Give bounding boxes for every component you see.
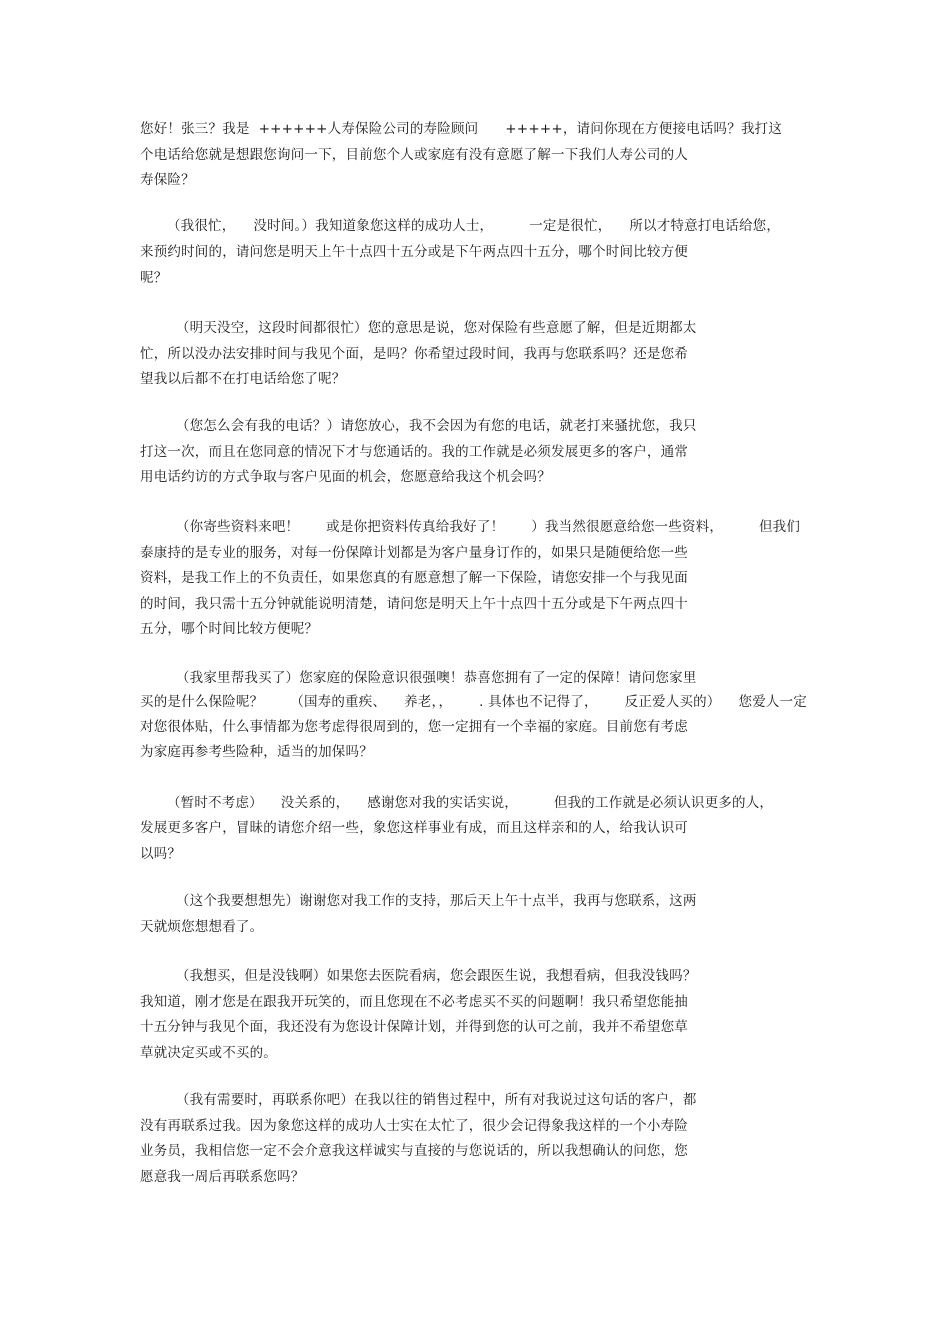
text-line: 业务员，我相信您一定不会介意我这样诚实与直接的与您说话的，所以我想确认的问您，您 <box>140 1143 688 1159</box>
text-line: 没有再联系过我。因为象您这样的成功人士实在太忙了，很少会记得象我这样的一个小寿险 <box>140 1118 688 1134</box>
text-line: （你寄些资料来吧！ 或是你把资料传真给我好了！ ）我当然很愿意给您一些资料， 但我们 <box>140 519 801 535</box>
text-line: 我知道，刚才您是在跟我开玩笑的，而且您现在不必考虑买不买的问题啊！我只希望您能抽 <box>140 994 688 1010</box>
text-line: 买的是什么保险呢？ （国寿的重疾、 养老，， . 具体也不记得了， 反正爱人买的） 您爱人一定 <box>140 694 808 710</box>
text-line: 您好！张三？我是 ++++++人寿保险公司的寿险顾问 +++++，请问你现在方便接电话吗？我打这 <box>140 121 783 137</box>
text-line: 天就烦您想想看了。 <box>140 919 264 935</box>
text-line: （我想买，但是没钱啊）如果您去医院看病，您会跟医生说，我想看病，但我没钱吗？ <box>140 968 697 984</box>
text-line: （我家里帮我买了）您家庭的保险意识很强噢！恭喜您拥有了一定的保障！请问您家里 <box>140 670 697 686</box>
text-line: 用电话约访的方式争取与客户见面的机会，您愿意给我这个机会吗？ <box>140 469 551 485</box>
text-line: 忙，所以没办法安排时间与我见个面，是吗？你希望过段时间，我再与您联系吗？还是您希 <box>140 346 688 362</box>
text-line: （暂时不考虑） 没关系的， 感谢您对我的实话实说， 但我的工作就是必须认识更多的人， <box>140 795 774 811</box>
text-line: 望我以后都不在打电话给您了呢？ <box>140 371 346 387</box>
text-line: 为家庭再参考些险种，适当的加保吗？ <box>140 744 373 760</box>
text-line: 以吗？ <box>140 846 182 862</box>
text-line: （我很忙， 没时间。）我知道象您这样的成功人士， 一定是很忙， 所以才特意打电话给您， <box>140 218 781 234</box>
text-line: 呢？ <box>140 270 168 286</box>
text-line: （您怎么会有我的电话？）请您放心，我不会因为有您的电话，就老打来骚扰您，我只 <box>140 418 697 434</box>
text-line: 草就决定买或不买的。 <box>140 1045 277 1061</box>
text-line: 的时间，我只需十五分钟就能说明清楚，请问您是明天上午十点四十五分或是下午两点四十 <box>140 596 688 612</box>
text-line: 愿意我一周后再联系您吗？ <box>140 1169 305 1185</box>
text-line: （这个我要想想先）谢谢您对我工作的支持，那后天上午十点半，我再与您联系，这两 <box>140 893 697 909</box>
text-line: 五分，哪个时间比较方便呢？ <box>140 621 319 637</box>
text-line: 寿保险？ <box>140 172 195 188</box>
text-line: 资料，是我工作上的不负责任，如果您真的有愿意想了解一下保险，请您安排一个与我见面 <box>140 570 688 586</box>
text-line: 个电话给您就是想跟您询问一下，目前您个人或家庭有没有意愿了解一下我们人寿公司的人 <box>140 147 688 163</box>
text-line: （明天没空，这段时间都很忙）您的意思是说，您对保险有些意愿了解，但是近期都太 <box>140 320 697 336</box>
text-line: 打这一次，而且在您同意的情况下才与您通话的。我的工作就是必须发展更多的客户，通常 <box>140 444 688 460</box>
text-line: 对您很体贴，什么事情都为您考虑得很周到的，您一定拥有一个幸福的家庭。目前您有考虑 <box>140 719 688 735</box>
text-line: 泰康持的是专业的服务，对每一份保障计划都是为客户量身订作的，如果只是随便给您一些 <box>140 545 688 561</box>
text-line: （我有需要时，再联系你吧）在我以往的销售过程中，所有对我说过这句话的客户，都 <box>140 1092 697 1108</box>
text-line: 十五分钟与我见个面，我还没有为您设计保障计划，并得到您的认可之前，我并不希望您草 <box>140 1019 688 1035</box>
text-line: 发展更多客户，冒昧的请您介绍一些，象您这样事业有成，而且这样亲和的人，给我认识可 <box>140 820 688 836</box>
text-line: 来预约时间的，请问您是明天上午十点四十五分或是下午两点四十五分，哪个时间比较方便 <box>140 244 688 260</box>
